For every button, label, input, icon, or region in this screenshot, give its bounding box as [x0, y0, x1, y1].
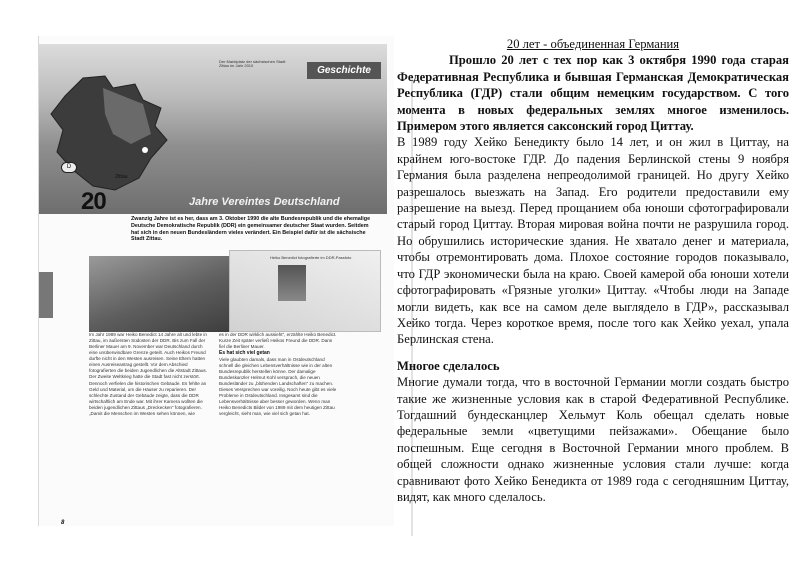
passport-portrait: [278, 265, 306, 301]
lead-paragraph: Прошло 20 лет с тех пор как 3 октября 1990 года старая Федеративная Республика и бывшая Германская Демократическая Республика (ГДР) стали общим немецким государством. С того момента в новых федеральных землях многое изменилось. Примером этого является саксонский город Циттау.: [397, 53, 789, 134]
column-2-text: Viele glaubten damals, dass man in Ostdeutschland schnell die gleichen Lebensverhältnisse wie in der alten Bundesrepublik herstellen könne. Der damalige Bundeskanzler Helmut Kohl versprach, die neuen Bundesländer zu „blühenden Landschaften“ zu machen. Dieses Versprechen war voreilig. Noch heute gibt es viele Probleme in Ostdeutschland. Insgesamt sind die Lebensverhältnisse aber besser geworden. Wenn man Heiko Benedicts Bilder von 1989 mit dem heutigen Zittau vergleicht, sieht man, wie viel sich getan hat.: [219, 356, 337, 417]
paragraph-2: Многие думали тогда, что в восточной Германии могли создать быстро такие же жизненные условия как в старой Федеративной Республике. Тогдашний бундесканцлер Хельмут Коль обещал сделать новые федеральные земли «цветущими пейзажами». Обещание было поспешным. Еще сегодня в Восточной Германии много проблем. В общей сложности однако жизненные условия стали лучше: когда сравнивают фото Хейко Бенедикта от 1989 года с сегодняшним Циттау, видят, как много сделалось.: [397, 375, 789, 504]
page-number: 8: [61, 520, 65, 526]
article-column-1: [89, 332, 207, 417]
country-badge: D: [61, 162, 77, 173]
article-column-2: [219, 332, 337, 417]
document-title: 20 лет - объединенная Германия: [506, 37, 680, 51]
column-1-text: Im Jahr 1989 war Heiko Benedict 14 Jahre alt und lebte in Zittau, im äußersten Südosten der DDR. Bis zum Fall der Berliner Mauer am 9. November war Deutschland durch eine unüberwindbare Grenze geteilt. Auch Heikos Freund durfte nicht in den Westen ausreisen. Seine Eltern hatten einen Ausreiseantrag gestellt. Vor dem Abschied fotografierten die beiden Jugendlichen die Altstadt Zittaus. Der Zweite Weltkrieg hatte die Stadt fast nicht zerstört. Dennoch verfielen die historischen Gebäude. Es fehlte an Geld und Material, um die Häuser zu reparieren. Der schlechte Zustand der Gebäude zeigte, dass die DDR wirtschaftlich am Ende war. Mit ihrer Kamera wollten die beiden jugendlichen Zittaus „Dreckecken“ fotografieren. „Damit die Menschen im Westen sehen können, wie: [89, 332, 207, 416]
map-label: Zittau: [115, 174, 128, 180]
side-tab: [39, 272, 53, 318]
passport-photo-card: [229, 250, 381, 332]
magazine-scan: [38, 36, 394, 526]
section-tag: Geschichte: [307, 62, 381, 79]
article-intro: Zwanzig Jahre ist es her, dass am 3. Oktober 1990 die alte Bundesrepublik und die ehemalige Deutsche Demokratische Republik (DDR) ein gemeinsamer deutscher Staat wurden. Seitdem hat sich in den neuen Bundesländern vieles verändert. Ein Beispiel dafür ist die sächsische Stadt Zittau.: [131, 216, 371, 243]
translation-document: [397, 36, 789, 505]
card-caption: Heiko Benedict fotografierte im DDR-Passfoto: [270, 255, 352, 260]
column-2-top: es in der DDR wirklich aussieht“, erzählte Heiko Benedict. Kurze Zeit später verließ Heikos Freund die DDR. Dann fiel die Berliner Mauer.: [219, 332, 337, 350]
article-headline-number: 20: [81, 188, 106, 214]
zittau-city-photo: [39, 44, 387, 214]
germany-map-icon: [43, 74, 173, 194]
column-2-heading: Es hat sich viel getan: [219, 350, 270, 357]
section-heading: Многое сделалось: [397, 358, 500, 373]
photo-caption: Der Marktplatz der sächsischen Stadt Zittau im Jahr 2010: [219, 59, 286, 69]
paragraph-1: В 1989 году Хейко Бенедикту было 14 лет, и он жил в Циттау, на крайнем юго-востоке ГДР. До падения Берлинской стены 9 ноября Германия была разделена непреодолимой границей. Но другу Хейко разрешалось выезжать на Запад. Его родители предоставили ему разрешение на выезд. Перед прощанием оба юноши сфотографировали старый город Циттау. Вторая мировая война почти не разрушила город. Но обрушились исторические здания. Не хватало денег и материала, чтобы отремонтировать дома. Плохое состояние городов показывало, что ГДР экономически была на краю. Своей камерой оба юноши хотели сфотографировать «Грязные уголки» Циттау. «Чтобы люди на Западе могли видеть, как все на самом деле выглядело в ГДР», рассказывал Хейко тогда. Через короткое время, после того как Хейко уехал, упала Берлинская стена.: [397, 135, 789, 347]
article-headline: Jahre Vereintes Deutschland: [189, 196, 340, 208]
portrait-photo: [89, 256, 229, 332]
